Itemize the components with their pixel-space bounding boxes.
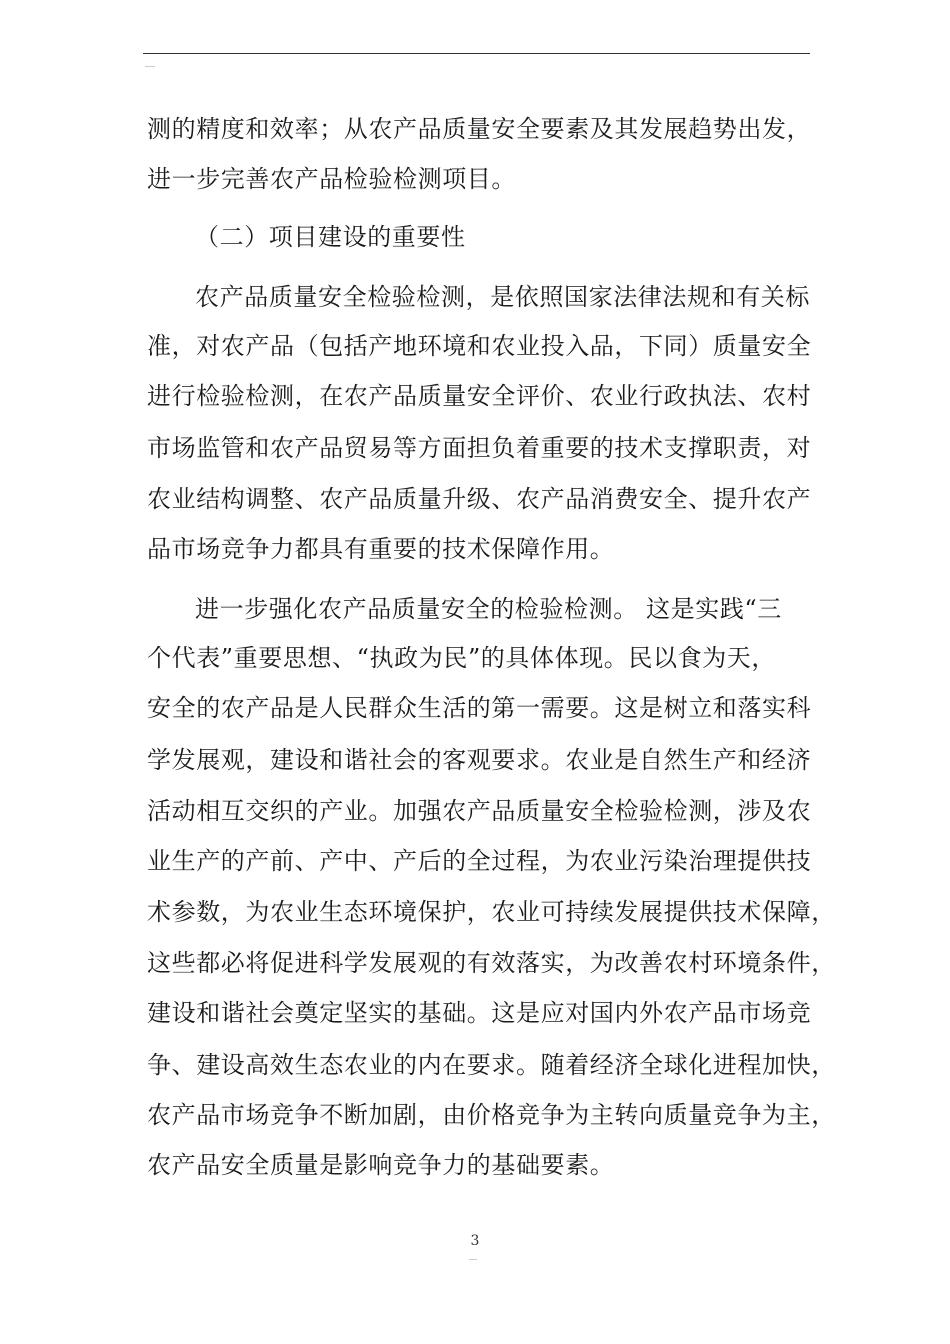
text-line: 争、建设高效生态农业的内在要求。随着经济全球化进程加快， xyxy=(147,1051,836,1079)
text-line: 准，对农产品（包括产地环境和农业投入品，下同）质量安全 xyxy=(147,332,812,360)
text-line: 业生产的产前、产中、产后的全过程，为农业污染治理提供技 xyxy=(147,847,812,875)
footer-mark xyxy=(469,1259,477,1260)
text-line: 活动相互交织的产业。加强农产品质量安全检验检测，涉及农 xyxy=(147,797,812,825)
section-heading: （二）项目建设的重要性 xyxy=(195,223,466,251)
text-line: 个代表”重要思想、“执政为民”的具体体现。民以食为天， xyxy=(147,644,777,672)
text-line: 术参数，为农业生态环境保护，农业可持续发展提供技术保障， xyxy=(147,898,836,926)
text-line: 农产品质量安全检验检测，是依照国家法律法规和有关标 xyxy=(195,283,810,311)
text-line: 市场监管和农产品贸易等方面担负着重要的技术支撑职责，对 xyxy=(147,434,812,462)
text-line: 农业结构调整、农产品质量升级、农产品消费安全、提升农产 xyxy=(147,485,812,513)
header-mark xyxy=(145,66,155,67)
text-line: 学发展观，建设和谐社会的客观要求。农业是自然生产和经济 xyxy=(147,746,812,774)
page-number: 3 xyxy=(470,1233,480,1249)
header-rule xyxy=(143,53,810,54)
text-line: 测的精度和效率；从农产品质量安全要素及其发展趋势出发， xyxy=(147,115,812,143)
text-line: 农产品安全质量是影响竞争力的基础要素。 xyxy=(147,1151,615,1179)
text-line: 安全的农产品是人民群众生活的第一需要。这是树立和落实科 xyxy=(147,694,812,722)
text-line: 农产品市场竞争不断加剧，由价格竞争为主转向质量竞争为主， xyxy=(147,1101,836,1129)
text-line: 品市场竞争力都具有重要的技术保障作用。 xyxy=(147,535,615,563)
text-line: 进一步完善农产品检验检测项目。 xyxy=(147,165,516,193)
text-line: 进一步强化农产品质量安全的检验检测。 这是实践“三 xyxy=(195,595,782,623)
text-line: 进行检验检测，在农产品质量安全评价、农业行政执法、农村 xyxy=(147,382,812,410)
text-line: 建设和谐社会奠定坚实的基础。这是应对国内外农产品市场竞 xyxy=(147,999,812,1027)
text-line: 这些都必将促进科学发展观的有效落实，为改善农村环境条件， xyxy=(147,949,836,977)
